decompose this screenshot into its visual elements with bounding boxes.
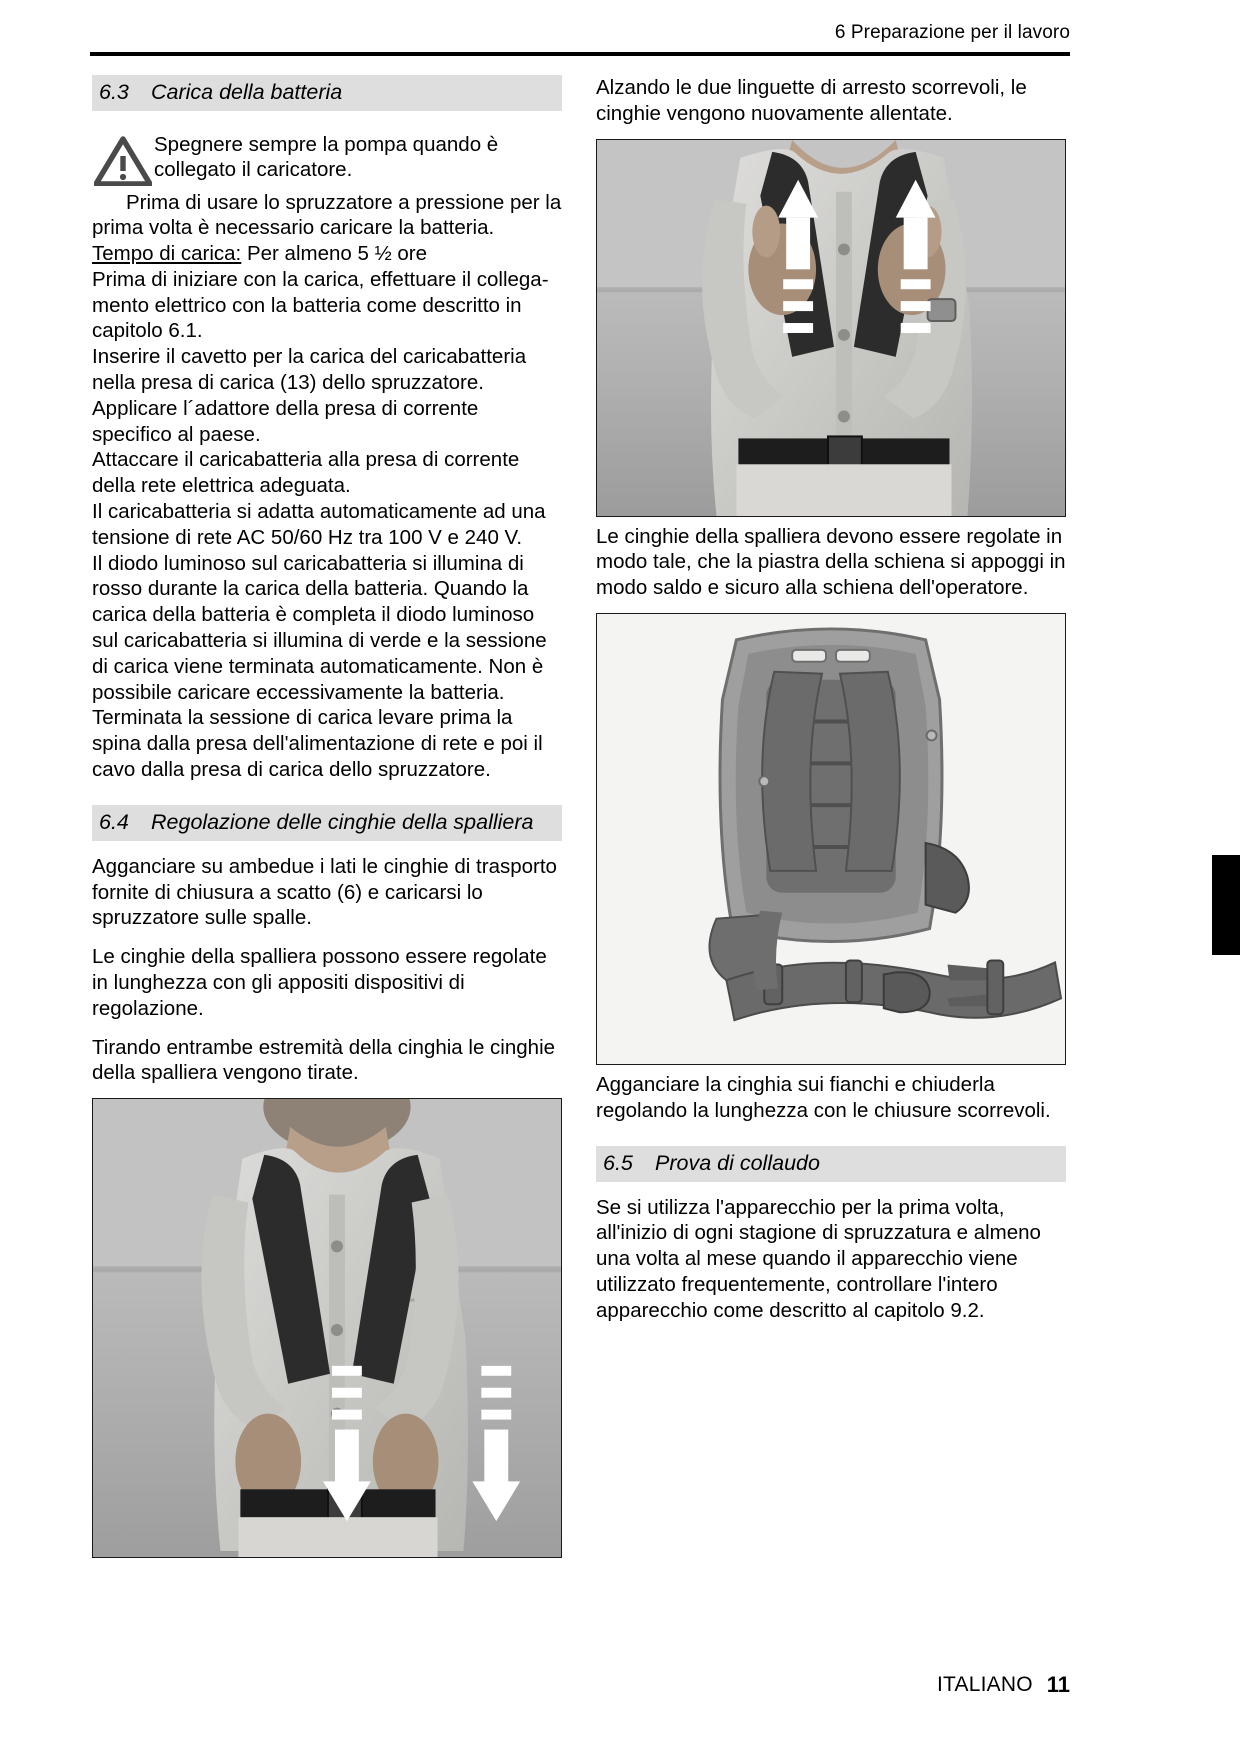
footer-page-number: 11 [1046,1672,1070,1697]
section-heading-6-4 [92,805,562,841]
paragraph-led: Il diodo luminoso sul caricabatteria si illumina di rosso durante la carica della batteria. Quando la carica della batteria è completa il diodo luminoso sul caricabatteria si illumina di verde e la sessione di carica viene terminata automaticamente. Non è possibile caricare eccessivamente la batteria. [92,551,547,704]
warning-block [92,132,562,190]
warning-triangle-icon [94,136,152,186]
paragraph-connect-mains: Attaccare il caricabatteria alla presa di corrente della rete elettrica adeguata. [92,448,520,498]
paragraph-end-charge: Terminata la sessione di carica levare prima la spina dalla presa dell'alimentazione di rete e poi il cavo dalla presa di carica dello spruzzatore. [92,706,543,782]
paragraph-adapter: Applicare l´adattore della presa di corrente specifico al paese. [92,396,479,446]
section-number: 6.5 [603,1150,633,1175]
left-column [92,75,562,1565]
paragraph-hip-belt: Agganciare la cinghia sui fianchi e chiuderla regolando la lunghezza con le chiusure scorrevoli. [596,1072,1051,1122]
photo-backpack-harness-back-view [596,613,1066,1065]
running-header-chapter: 6 Preparazione per il lavoro [834,22,1070,43]
paragraph-adjust-length: Le cinghie della spalliera possono essere regolate in lunghezza con gli appositi dispositivi di regolazione. [92,945,547,1020]
charge-time-line [92,241,562,267]
paragraph-insert-cable: Inserire il cavetto per la carica del caricabatteria nella presa di carica (13) dello spruzzatore. [92,345,527,395]
paragraph-test-run: Se si utilizza l'apparecchio per la prima volta, all'inizio di ogni stagione di spruzzatura e almeno una volta al mese quando il apparecchio viene utilizzato frequentemente, controllare l'intero apparecchio come descritto al capitolo 9.2. [596,1195,1041,1322]
photo-operator-pulling-straps-down [92,1098,562,1558]
section-title: Prova di collaudo [655,1150,820,1175]
section-title: Regolazione delle cinghie della spalliera [151,809,534,834]
charge-time-label: Tempo di carica: [92,242,242,266]
header-rule [90,52,1070,56]
footer-language: ITALIANO [937,1673,1033,1696]
paragraph-release-tabs: Alzando le due linguette di arresto scorrevoli, le cinghie vengono nuovamente allentate. [596,76,1027,125]
section-number: 6.4 [99,809,129,834]
page-footer [90,1672,1070,1698]
section-number: 6.3 [99,80,129,104]
edge-thumb-tab [1212,855,1240,955]
section-title: Carica della batteria [151,80,343,104]
right-column [596,75,1066,1324]
paragraph-voltage: Il caricabatteria si adatta automaticamente ad una tensione di rete AC 50/60 Hz tra 100 V e 240 V. [92,500,546,549]
charge-time-value: Per almeno 5 ½ ore [241,242,428,266]
section-heading-6-5 [596,1146,1066,1182]
paragraph-pull-straps: Tirando entrambe estremità della cinghia le cinghie della spalliera vengono tirate. [92,1035,556,1085]
warning-text: Spegnere sempre la pompa quando è collegato il caricatore. [154,132,499,182]
paragraph-first-use [92,190,562,242]
paragraph-before-charge: Prima di iniziare con la carica, effettuare il collega-mento elettrico con la batteria come descritto in capitolo 6.1. [92,267,549,343]
section-heading-6-3 [92,75,562,111]
photo-operator-lifting-locking-tabs [596,139,1066,517]
paragraph-hook-straps: Agganciare su ambedue i lati le cinghie di trasporto fornite di chiusura a scatto (6) e caricarsi lo spruzzatore sulle spalle. [92,854,557,930]
paragraph-backplate: Le cinghie della spalliera devono essere regolate in modo tale, che la piastra della schiena si appoggi in modo saldo e sicuro alla schiena dell'operatore. [596,524,1066,600]
paragraph-first-use-text: Prima di usare lo spruzzatore a pressione per la prima volta è necessario caricare la batteria. [92,190,562,240]
